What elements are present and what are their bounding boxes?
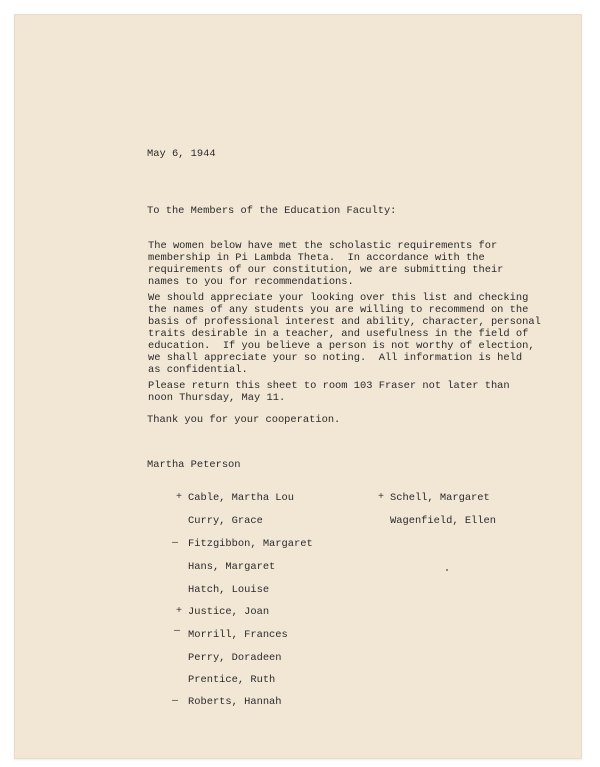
paragraph-line: membership in Pi Lambda Theta. In accordance with the [148, 252, 485, 264]
paragraph-line: Please return this sheet to room 103 Fraser not later than [148, 380, 510, 392]
student-name: Curry, Grace [188, 515, 263, 527]
letter-closing: Thank you for your cooperation. [147, 414, 341, 426]
paragraph-3 [148, 380, 528, 404]
student-name: Roberts, Hannah [188, 696, 282, 708]
paragraph-line: we shall appreciate your so noting. All information is held [148, 352, 523, 364]
paragraph-line: We should appreciate your looking over this list and checking [148, 292, 529, 304]
student-name: Justice, Joan [188, 606, 270, 618]
student-name: Hans, Margaret [188, 561, 276, 573]
student-name: Morrill, Frances [188, 629, 288, 641]
paragraph-line: the names of any students you are willing to recommend on the [148, 304, 529, 316]
paragraph-1 [148, 240, 528, 288]
check-mark: — [172, 696, 179, 707]
letter-signature: Martha Peterson [147, 459, 241, 471]
check-mark: — [172, 538, 179, 549]
paragraph-line: basis of professional interest and ability, character, personal [148, 316, 541, 328]
student-name: Schell, Margaret [390, 492, 490, 504]
paragraph-line: noon Thursday, May 11. [148, 392, 286, 404]
student-name: Cable, Martha Lou [188, 492, 295, 504]
paragraph-line: traits desirable in a teacher, and usefulness in the field of [148, 328, 529, 340]
paragraph-line: education. If you believe a person is not worthy of election, [148, 340, 535, 352]
letter-salutation: To the Members of the Education Faculty: [147, 205, 397, 217]
paragraph-line: names to you for recommendations. [148, 276, 354, 288]
paragraph-line: The women below have met the scholastic requirements for [148, 240, 498, 252]
paragraph-2 [148, 292, 541, 376]
paragraph-line: as confidential. [148, 364, 248, 376]
student-name: Hatch, Louise [188, 584, 270, 596]
check-mark: — [174, 626, 181, 637]
letter-date: May 6, 1944 [147, 148, 216, 160]
check-mark: + [378, 492, 385, 503]
student-name: Prentice, Ruth [188, 674, 276, 686]
check-mark: + [176, 606, 183, 617]
stray-mark [446, 569, 448, 571]
paragraph-line: requirements of our constitution, we are submitting their [148, 264, 504, 276]
student-name: Fitzgibbon, Margaret [188, 538, 313, 550]
check-mark: + [176, 492, 183, 503]
student-name: Perry, Doradeen [188, 652, 282, 664]
student-name: Wagenfield, Ellen [390, 515, 497, 527]
